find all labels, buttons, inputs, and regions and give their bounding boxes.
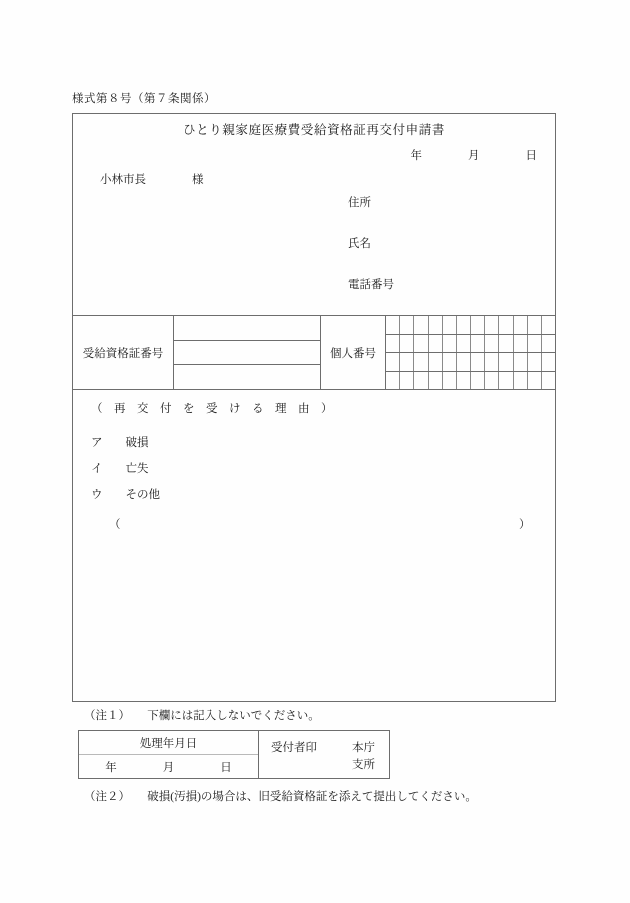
application-main-box — [72, 113, 556, 702]
my-number-digit-cell[interactable] — [457, 372, 471, 390]
phone-field-label[interactable]: 電話番号 — [348, 279, 394, 291]
my-number-digit-cell[interactable] — [400, 353, 414, 371]
my-number-digit-cell[interactable] — [514, 372, 528, 390]
receiver-seal-cell — [259, 731, 389, 778]
my-number-grid-row — [386, 353, 555, 372]
my-number-digit-cell[interactable] — [485, 335, 499, 353]
addressee-mayor: 小林市長 様 — [100, 174, 204, 186]
process-date-blanks[interactable]: 年 月 日 — [105, 761, 232, 774]
my-number-digit-cell[interactable] — [400, 372, 414, 390]
my-number-digit-cell[interactable] — [429, 353, 443, 371]
name-field-label[interactable]: 氏名 — [348, 238, 371, 250]
my-number-digit-cell[interactable] — [485, 316, 499, 334]
my-number-digit-cell[interactable] — [386, 335, 400, 353]
my-number-digit-cell[interactable] — [528, 372, 542, 390]
branch-office-label[interactable]: 支所 — [352, 759, 375, 771]
reason-free-text-row[interactable] — [109, 516, 555, 532]
my-number-digit-cell[interactable] — [386, 353, 400, 371]
my-number-digit-cell[interactable] — [471, 335, 485, 353]
my-number-digit-cell[interactable] — [528, 335, 542, 353]
my-number-digit-cell[interactable] — [457, 335, 471, 353]
certificate-number-label: 受給資格証番号 — [73, 316, 174, 389]
my-number-digit-cell[interactable] — [542, 335, 555, 353]
form-number-label: 様式第８号（第７条関係） — [72, 93, 216, 105]
reason-option-damaged[interactable]: ア 破損 — [91, 437, 149, 449]
reason-option-other[interactable]: ウ その他 — [91, 489, 160, 501]
my-number-digit-cell[interactable] — [514, 316, 528, 334]
reason-option-lost[interactable]: イ 亡失 — [91, 463, 149, 475]
receiver-seal-label: 受付者印 — [271, 742, 317, 754]
my-number-digit-cell[interactable] — [414, 353, 428, 371]
my-number-digit-cell[interactable] — [429, 316, 443, 334]
my-number-digit-cell[interactable] — [429, 335, 443, 353]
my-number-digit-cell[interactable] — [414, 316, 428, 334]
my-number-digit-cell[interactable] — [443, 372, 457, 390]
paren-close: ） — [519, 519, 531, 531]
note-2: （注２） 破損(汚損)の場合は、旧受給資格証を添えて提出してください。 — [84, 791, 477, 803]
my-number-digit-cell[interactable] — [471, 372, 485, 390]
applicant-field-group — [348, 194, 394, 292]
my-number-digit-cell[interactable] — [457, 353, 471, 371]
my-number-grid-row — [386, 316, 555, 335]
reason-heading: （ 再 交 付 を 受 け る 理 由 ） — [91, 403, 333, 415]
my-number-grid-row — [386, 372, 555, 390]
my-number-digit-cell[interactable] — [514, 353, 528, 371]
certificate-number-input-area[interactable] — [174, 316, 321, 389]
my-number-digit-cell[interactable] — [499, 353, 513, 371]
my-number-label: 個人番号 — [321, 316, 386, 389]
my-number-digit-cell[interactable] — [528, 353, 542, 371]
my-number-digit-cell[interactable] — [528, 316, 542, 334]
my-number-digit-cell[interactable] — [514, 335, 528, 353]
paren-open: （ — [109, 519, 121, 531]
note-1: （注１） 下欄には記入しないでください。 — [84, 710, 320, 722]
my-number-digit-cell[interactable] — [400, 316, 414, 334]
my-number-digit-cell[interactable] — [414, 372, 428, 390]
certificate-number-line[interactable] — [174, 365, 320, 389]
office-use-table — [78, 730, 390, 779]
my-number-digit-cell[interactable] — [414, 335, 428, 353]
my-number-digit-cell[interactable] — [471, 353, 485, 371]
my-number-digit-cell[interactable] — [542, 372, 555, 390]
application-date-line[interactable]: 年 月 日 — [410, 150, 537, 162]
my-number-digit-cell[interactable] — [471, 316, 485, 334]
my-number-digit-cell[interactable] — [457, 316, 471, 334]
my-number-digit-cell[interactable] — [443, 335, 457, 353]
form-title: ひとり親家庭医療費受給資格証再交付申請書 — [182, 123, 445, 137]
my-number-digit-cell[interactable] — [499, 372, 513, 390]
main-office-label[interactable]: 本庁 — [352, 742, 375, 754]
my-number-digit-cell[interactable] — [485, 372, 499, 390]
my-number-grid-row — [386, 335, 555, 354]
my-number-digit-cell[interactable] — [542, 353, 555, 371]
my-number-digit-cell[interactable] — [386, 372, 400, 390]
my-number-digit-cell[interactable] — [429, 372, 443, 390]
my-number-digit-cell[interactable] — [485, 353, 499, 371]
my-number-digit-cell[interactable] — [499, 316, 513, 334]
process-date-cell — [79, 731, 259, 778]
process-date-label: 処理年月日 — [79, 731, 258, 755]
my-number-digit-cell[interactable] — [400, 335, 414, 353]
my-number-grid[interactable] — [386, 316, 555, 389]
my-number-digit-cell[interactable] — [542, 316, 555, 334]
my-number-digit-cell[interactable] — [386, 316, 400, 334]
certificate-number-line[interactable] — [174, 341, 320, 366]
my-number-digit-cell[interactable] — [443, 353, 457, 371]
certificate-number-line[interactable] — [174, 316, 320, 341]
reason-section — [73, 390, 555, 532]
address-field-label[interactable]: 住所 — [348, 197, 371, 209]
number-entry-row — [73, 315, 555, 390]
my-number-digit-cell[interactable] — [443, 316, 457, 334]
my-number-digit-cell[interactable] — [499, 335, 513, 353]
